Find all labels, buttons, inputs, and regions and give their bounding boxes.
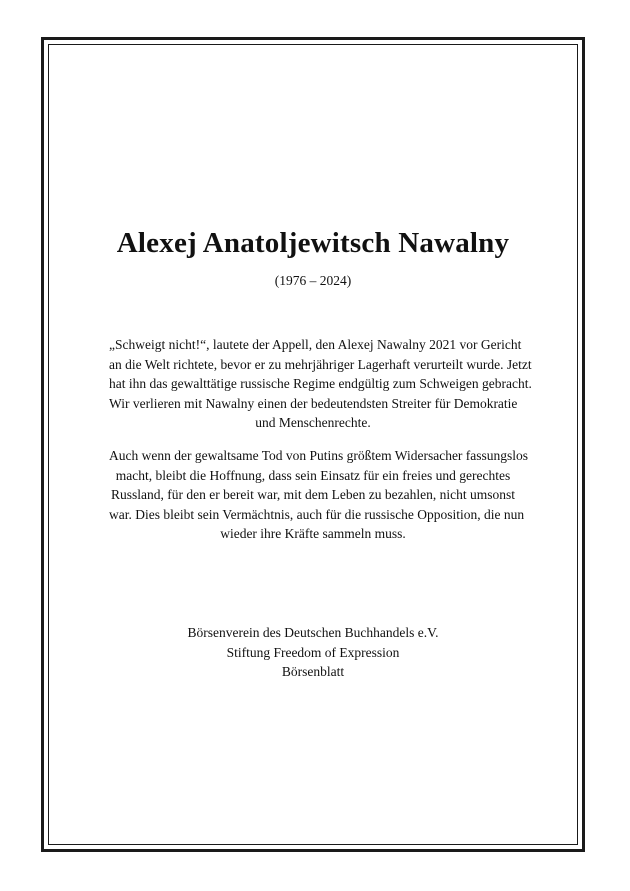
paragraph-legacy — [109, 446, 529, 544]
inner-border-frame — [48, 44, 578, 845]
outer-border-frame — [41, 37, 585, 852]
paragraph-line: wieder ihre Kräfte sammeln muss. — [220, 526, 406, 541]
paragraph-line: war. Dies bleibt sein Vermächtnis, auch für die russische Opposition, die nun — [109, 506, 525, 522]
paragraph-line: Russland, für den er bereit war, mit dem Leben zu bezahlen, nicht umsonst — [111, 487, 515, 502]
paragraph-line: an die Welt richtete, bevor er zu mehrjähriger Lagerhaft verurteilt wurde. Jetzt — [109, 356, 532, 372]
paragraph-line: „Schweigt nicht!“, lautete der Appell, den Alexej Nawalny 2021 vor Gericht — [109, 337, 522, 352]
paragraph-line: Auch wenn der gewaltsame Tod von Putins größtem Widersacher fassungslos — [109, 448, 529, 463]
paragraph-line: Wir verlieren mit Nawalny einen der bedeutendsten Streiter für Demokratie — [109, 395, 518, 411]
signatory-boersenverein: Börsenverein des Deutschen Buchhandels e.V. — [187, 625, 439, 640]
paragraph-line: und Menschenrechte. — [255, 415, 371, 430]
signatory-boersenblatt: Börsenblatt — [281, 664, 345, 679]
signatory-stiftung: Stiftung Freedom of Expression — [226, 644, 400, 660]
document-title: Alexej Anatoljewitsch Nawalny — [116, 227, 510, 259]
paragraph-appeal — [109, 335, 532, 433]
life-dates: (1976 – 2024) — [274, 273, 352, 288]
paragraph-line: macht, bleibt die Hoffnung, dass sein Einsatz für ein freies und gerechtes — [115, 467, 511, 483]
paragraph-line: hat ihn das gewalttätige russische Regime endgültig zum Schweigen gebracht. — [109, 376, 532, 391]
signatories-block — [49, 623, 577, 682]
